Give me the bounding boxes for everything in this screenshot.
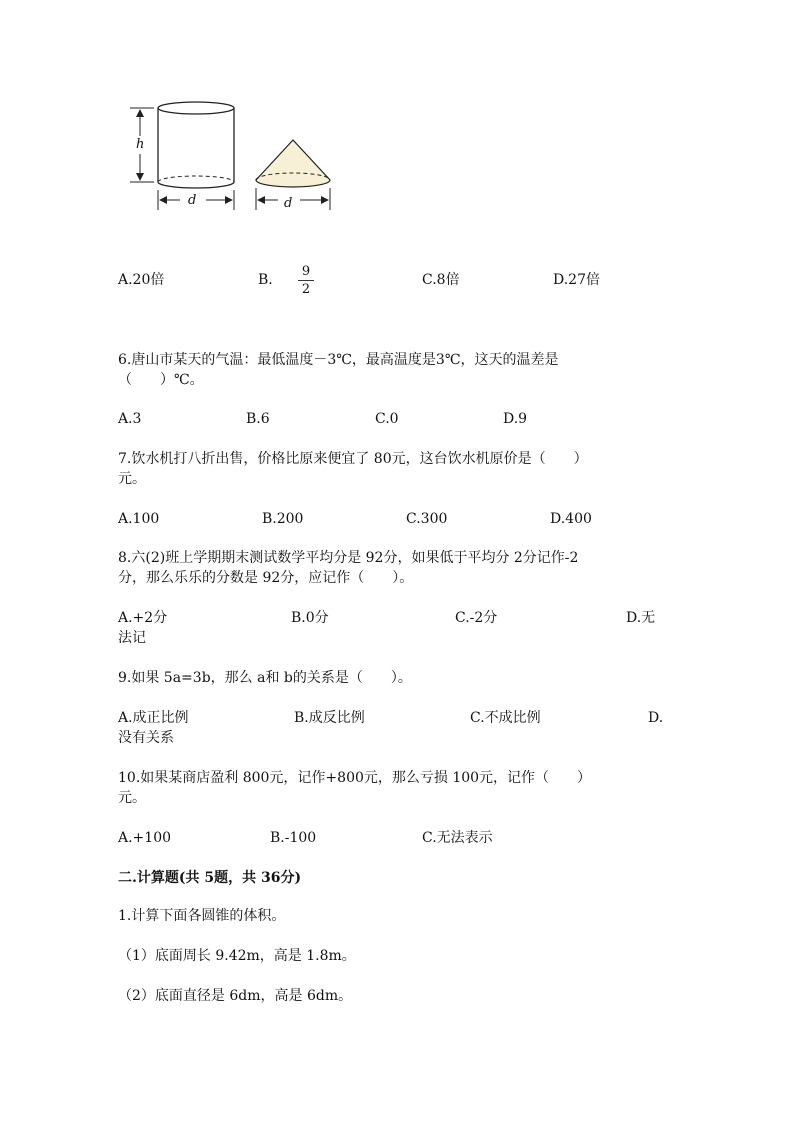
figure-svg [116,100,346,220]
section2-q1-sub1: （1）底面周长 9.42m，高是 1.8m。 [118,948,356,964]
cone-diameter-label: d [284,196,293,211]
q6-option-d: D.9 [503,411,528,427]
q10-option-b: B.-100 [270,830,317,846]
q9-option-b: B.成反比例 [294,710,365,726]
q6-option-a: A.3 [118,411,142,427]
q6-question-line1: 6.唐山市某天的气温：最低温度－3℃，最高温度是3℃，这天的温差是 [118,352,559,368]
cone-diameter-arrow [256,188,330,210]
fraction-denominator: 2 [301,282,311,297]
q10-option-a: A.+100 [118,830,172,846]
q5-fraction [298,264,314,297]
cylinder [158,102,234,188]
q6-question-line2: （ ）℃。 [118,372,204,388]
q9-option-a: A.成正比例 [118,710,189,726]
cylinder-cone-figure [116,100,346,220]
q8-option-d-wrap: 法记 [118,630,146,646]
q8-question-line2: 分，那么乐乐的分数是 92分，应记作（ ）。 [118,570,414,586]
q10-option-c: C.无法表示 [422,830,493,846]
q7-question-line2: 元。 [118,471,146,487]
q9-option-c: C.不成比例 [470,710,541,726]
fraction-bar [298,280,314,281]
section2-q1-sub2: （2）底面直径是 6dm，高是 6dm。 [118,988,353,1004]
q10-question-line1: 10.如果某商店盈利 800元，记作+800元，那么亏损 100元，记作（ ） [118,770,592,786]
q7-question-line1: 7.饮水机打八折出售，价格比原来便宜了 80元，这台饮水机原价是（ ） [118,451,588,467]
q5-option-d: D.27倍 [553,272,600,288]
q9-question-line1: 9.如果 5a=3b，那么 a和 b的关系是（ ）。 [118,670,412,686]
q6-option-b: B.6 [246,411,270,427]
cone [256,140,330,187]
q10-question-line2: 元。 [118,790,146,806]
q5-option-a: A.20倍 [118,272,165,288]
section2-heading: 二.计算题(共 5题，共 36分) [118,870,302,886]
cylinder-diameter-label: d [188,193,197,208]
q7-option-a: A.100 [118,511,160,527]
fraction-numerator: 9 [301,264,311,279]
q7-option-b: B.200 [262,511,304,527]
q8-option-a: A.+2分 [118,610,168,626]
q6-option-c: C.0 [375,411,399,427]
q8-option-d: D.无 [626,610,656,626]
q7-option-d: D.400 [550,511,592,527]
q8-question-line1: 8.六(2)班上学期期末测试数学平均分是 92分，如果低于平均分 2分记作-2 [118,550,579,566]
q5-option-b: B. [258,272,273,288]
q8-option-b: B.0分 [291,610,329,626]
height-label: h [136,137,145,152]
q7-option-c: C.300 [406,511,448,527]
q9-option-d: D. [648,710,664,726]
section2-q1-title: 1.计算下面各圆锥的体积。 [118,908,286,924]
q8-option-c: C.-2分 [455,610,498,626]
q5-option-c: C.8倍 [422,272,460,288]
q9-option-d-wrap: 没有关系 [118,730,174,746]
